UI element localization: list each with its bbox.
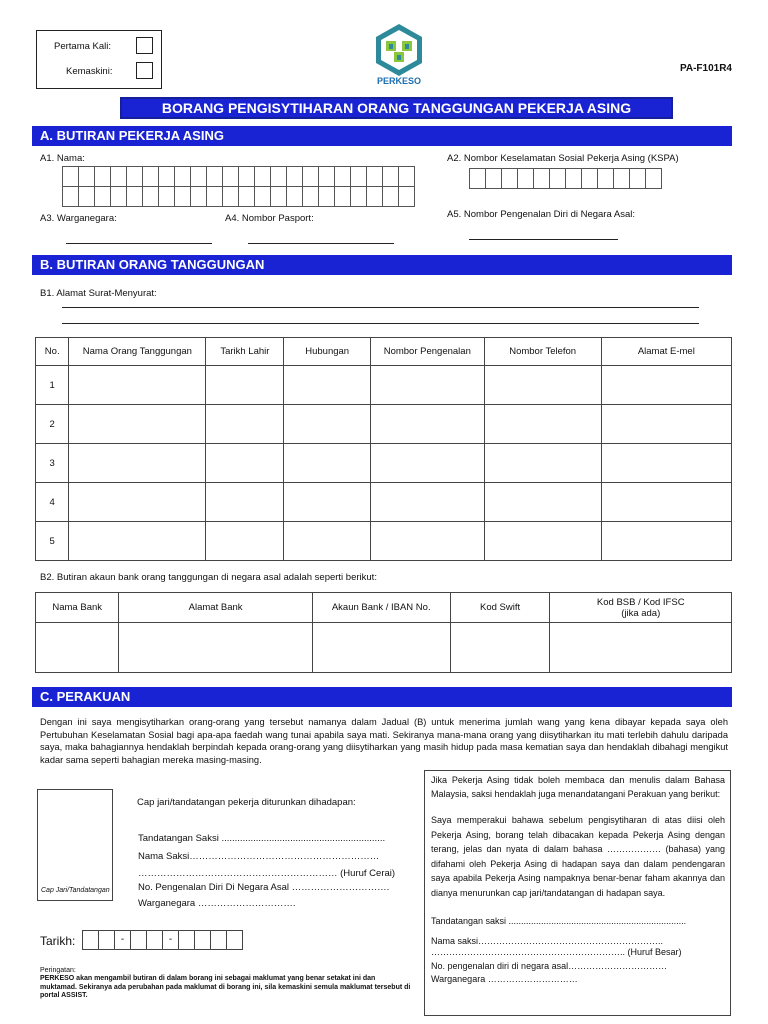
witness-name-line: Nama Saksi…………………………………………………… [138, 851, 380, 862]
bsb-ifsc-subheader: (jika ada) [621, 607, 661, 619]
b1-label: B1. Alamat Surat-Menyurat: [40, 288, 157, 299]
kspa-input[interactable] [469, 168, 661, 189]
row-number: 5 [36, 522, 69, 561]
date-cell[interactable] [178, 930, 195, 950]
cell[interactable] [206, 405, 284, 444]
col-header [550, 593, 732, 623]
col-header: Akaun Bank / IBAN No. [312, 593, 450, 623]
name-input-row1[interactable] [62, 166, 414, 187]
witness-intro: Jika Pekerja Asing tidak boleh membaca dan menulis dalam Bahasa Malaysia, saksi hendaklah juga menandatangani Perakuan yang berikut: [431, 775, 725, 799]
cell[interactable] [370, 444, 484, 483]
date-cell[interactable] [226, 930, 243, 950]
witness-statement: Saya memperakui bahawa sebelum pengisytiharan di atas diisi oleh Pekerja Asing, borang telah dibacakan kepada Pekerja Asing dengan terang, jelas dan nyata di dalam bahasa ……………… (bahasa) yang difahami oleh Pekerja Asing di hadapan saya dan dalam pendengaran saya apabila Pekerja Asing nampaknya benar-benar faham akannya dan dianya menurunkan cap jari/tandatangan di hadapan saya. [431, 815, 725, 898]
a4-label: A4. Nombor Pasport: [225, 213, 314, 224]
row-number: 1 [36, 366, 69, 405]
cell[interactable] [370, 366, 484, 405]
col-header: Alamat Bank [119, 593, 312, 623]
date-label: Tarikh: [40, 934, 76, 948]
dependents-header-row [36, 338, 732, 366]
cell[interactable] [206, 366, 284, 405]
col-header: No. [36, 338, 69, 366]
cell[interactable] [484, 522, 601, 561]
witness-sign-line: Tandatangan Saksi .............................................................. [138, 833, 386, 844]
passport-field[interactable] [248, 243, 394, 244]
witness-name-line-2: ……………………………………………………… (Huruf Cerai) [138, 868, 396, 879]
cell[interactable] [312, 623, 450, 673]
cell[interactable] [450, 623, 550, 673]
cell[interactable] [206, 522, 284, 561]
cell[interactable] [484, 444, 601, 483]
box-witness-name-2: ……………………………………………………….. (Huruf Besar) [431, 947, 682, 957]
date-cell[interactable] [98, 930, 115, 950]
note-text: PERKESO akan mengambil butiran di dalam borang ini sebagai maklumat yang benar setakat ini dan muktamad. Sekiranya ada perubahan pada maklumat di borang ini, sila kemaskini semula maklumat tersebut di portal ASSIST. [40, 975, 411, 999]
cell[interactable] [484, 483, 601, 522]
first-time-checkbox[interactable] [136, 37, 153, 54]
cell[interactable] [69, 444, 206, 483]
table-row [36, 366, 732, 405]
witness-declaration-box [424, 770, 731, 1016]
citizenship-field[interactable] [66, 243, 212, 244]
form-title: BORANG PENGISYTIHARAN ORANG TANGGUNGAN PEKERJA ASING [120, 97, 673, 119]
origin-id-field[interactable] [469, 239, 618, 240]
section-b-title: B. BUTIRAN ORANG TANGGUNGAN [32, 255, 732, 275]
a3-label: A3. Warganegara: [40, 213, 117, 224]
cell[interactable] [284, 366, 371, 405]
cell[interactable] [601, 483, 731, 522]
box-witness-name: Nama saksi…………………………………………………….. [431, 936, 664, 946]
date-cell[interactable] [210, 930, 227, 950]
cell[interactable] [284, 483, 371, 522]
cell[interactable] [206, 444, 284, 483]
table-row [36, 623, 732, 673]
date-cell[interactable] [130, 930, 147, 950]
witness-country-line: Warganegara …………………………. [138, 898, 296, 909]
logo-text: PERKESO [376, 76, 421, 86]
date-cell[interactable] [82, 930, 99, 950]
col-header: Nama Orang Tanggungan [69, 338, 206, 366]
address-line-2[interactable] [62, 323, 699, 324]
b2-label: B2. Butiran akaun bank orang tanggungan di negara asal adalah seperti berikut: [40, 572, 377, 583]
cell[interactable] [601, 366, 731, 405]
col-header: Hubungan [284, 338, 371, 366]
update-label: Kemaskini: [66, 66, 113, 77]
cell[interactable] [69, 366, 206, 405]
cell[interactable] [370, 522, 484, 561]
date-separator: - [162, 930, 179, 950]
date-cell[interactable] [146, 930, 163, 950]
col-header: Nombor Telefon [484, 338, 601, 366]
cell[interactable] [601, 444, 731, 483]
cell[interactable] [484, 405, 601, 444]
cell[interactable] [69, 483, 206, 522]
thumbprint-box[interactable] [37, 789, 113, 901]
table-row [36, 483, 732, 522]
cell[interactable] [601, 522, 731, 561]
table-row [36, 444, 732, 483]
col-header: Tarikh Lahir [206, 338, 284, 366]
bank-table [35, 592, 732, 673]
cell[interactable] [601, 405, 731, 444]
note-title: Peringatan: [40, 967, 76, 974]
row-number: 4 [36, 483, 69, 522]
a1-label: A1. Nama: [40, 153, 85, 164]
col-header: Kod Swift [450, 593, 550, 623]
a5-label: A5. Nombor Pengenalan Diri di Negara Asal: [447, 209, 635, 220]
witness-id-line: No. Pengenalan Diri Di Negara Asal …………………………. [138, 882, 390, 893]
form-code: PA-F101R4 [679, 63, 732, 74]
cell[interactable] [119, 623, 312, 673]
box-witness-id: No. pengenalan diri di negara asal…………………………… [431, 961, 668, 971]
cell[interactable] [36, 623, 119, 673]
section-a-title: A. BUTIRAN PEKERJA ASING [32, 126, 732, 146]
address-line-1[interactable] [62, 307, 699, 308]
col-header: Nombor Pengenalan [370, 338, 484, 366]
cell[interactable] [284, 405, 371, 444]
date-input[interactable] [82, 930, 242, 950]
form-status-box [36, 30, 162, 89]
cell[interactable] [284, 522, 371, 561]
perkeso-logo [372, 22, 426, 88]
a2-label: A2. Nombor Keselamatan Sosial Pekerja Asing (KSPA) [447, 153, 679, 164]
box-witness-sign: Tandatangan saksi ....................................................................... [431, 916, 687, 926]
dependents-table [35, 337, 732, 561]
date-separator: - [114, 930, 131, 950]
cell[interactable] [206, 483, 284, 522]
cell[interactable] [284, 444, 371, 483]
bank-header-row [36, 593, 732, 623]
thumbprint-caption: Cap Jari/Tandatangan [41, 887, 110, 894]
box-witness-country: Warganegara ………………………… [431, 974, 578, 984]
perkeso-emblem-icon [372, 22, 426, 76]
cell[interactable] [550, 623, 732, 673]
row-number: 2 [36, 405, 69, 444]
section-c-title: C. PERAKUAN [32, 687, 732, 707]
cell[interactable] [484, 366, 601, 405]
table-row [36, 522, 732, 561]
bsb-ifsc-header: Kod BSB / Kod IFSC [596, 596, 685, 608]
cell[interactable] [370, 405, 484, 444]
thumbprint-heading: Cap jari/tandatangan pekerja diturunkan dihadapan: [137, 797, 356, 808]
declaration-text: Dengan ini saya mengisytiharkan orang-orang yang tersebut namanya dalam Jadual (B) untuk menerima jumlah wang yang kena dibayar kepada saya oleh Pertubuhan Keselamatan Sosial bagi apa-apa faedah wang tunai apabila saya mati. Sekiranya mana-mana orang yang diisytiharkan itu mati terlebih dahulu daripada saya, maka bahagiannya hendaklah berpindah kepada orang-orang yang diisytiharkan yang masih hidup pada masa kematian saya dan hendaklah dibahagi mengikut kadar sama seperti bahagian mereka masing-masing. [40, 717, 728, 765]
update-checkbox[interactable] [136, 62, 153, 79]
cell[interactable] [69, 522, 206, 561]
table-row [36, 405, 732, 444]
cell[interactable] [69, 405, 206, 444]
row-number: 3 [36, 444, 69, 483]
first-time-label: Pertama Kali: [54, 41, 112, 52]
col-header: Alamat E-mel [601, 338, 731, 366]
date-cell[interactable] [194, 930, 211, 950]
name-input-row2[interactable] [62, 186, 414, 207]
cell[interactable] [370, 483, 484, 522]
col-header: Nama Bank [36, 593, 119, 623]
